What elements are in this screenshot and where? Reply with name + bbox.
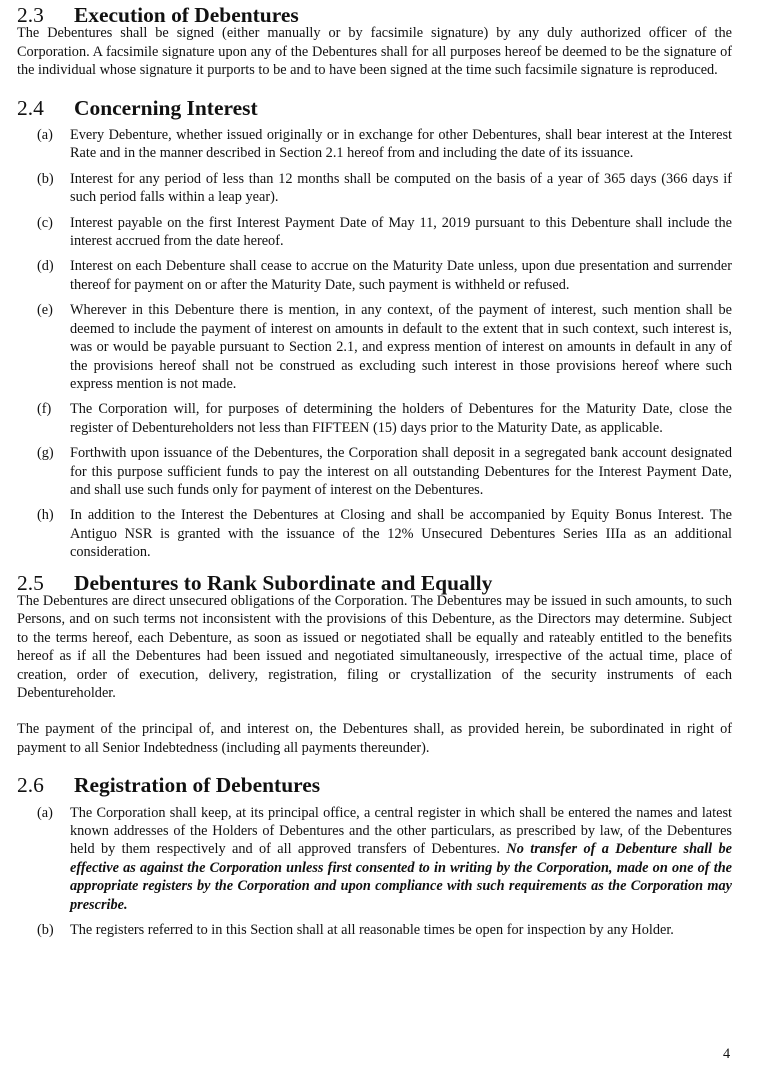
section-2-6 <box>17 773 733 939</box>
section-number: 2.6 <box>17 773 44 798</box>
clause-label: (b) <box>37 170 54 187</box>
clause-item <box>17 921 732 939</box>
clause-item <box>17 301 732 393</box>
document-page <box>17 3 733 946</box>
section-number: 2.5 <box>17 570 44 595</box>
clause-text: Interest for any period of less than 12 months shall be computed on the basis of a year of 365 days (366 days if such period falls within a leap year). <box>70 170 732 206</box>
section-title: Concerning Interest <box>74 95 258 120</box>
section-title: Debentures to Rank Subordinate and Equally <box>74 570 493 595</box>
clause-item <box>17 214 732 251</box>
clause-label: (f) <box>37 401 52 418</box>
clause-list <box>17 804 732 940</box>
section-number: 2.4 <box>17 95 44 120</box>
clause-item <box>17 506 732 561</box>
section-paragraph: The payment of the principal of, and interest on, the Debentures shall, as provided herein, be subordinated in right of payment to all Senior Indebtedness (including all payments thereunder). <box>17 721 732 756</box>
clause-text: Interest on each Debenture shall cease to accrue on the Maturity Date unless, upon due presentation and surrender thereof for payment on or after the Maturity Date, such payment is withheld or refused. <box>70 258 732 293</box>
section-title: Execution of Debentures <box>74 3 299 27</box>
section-title: Registration of Debentures <box>74 773 321 798</box>
clause-label: (a) <box>37 804 53 821</box>
clause-label: (e) <box>37 302 53 319</box>
section-heading <box>17 95 732 120</box>
clause-item <box>17 126 732 163</box>
section-number: 2.3 <box>17 3 44 27</box>
clause-text: The registers referred to in this Section shall at all reasonable times be open for inspection by any Holder. <box>70 922 674 939</box>
clause-text: Wherever in this Debenture there is mention, in any context, of the payment of interest, such mention shall be deemed to include the payment of interest on amounts in default to the extent that in such context, such interest is, was or would be payable pursuant to Section 2.1, and express mention of interest on amounts in default in any of the provisions hereof shall not be construed as excluding such interest in those provisions hereof where such express mention is not made. <box>70 302 732 392</box>
clause-item <box>17 170 732 207</box>
clause-text-plain: The Corporation shall keep, at its principal office, a central register in which shall be entered the names and latest known addresses of the Holders of Debentures and the other particulars, as prescribed by law, of the Debentures held by them respectively and of all approved transfers of Debentures. <box>70 804 732 858</box>
section-heading <box>17 3 732 27</box>
clause-text-emphasis: No transfer of a Debenture shall be effective as against the Corporation unless first consented to in writing by the Corporation, made on one of the appropriate registers by the Corporation and upon compliance with such requirements as the Corporation may prescribe. <box>70 841 733 913</box>
clause-item <box>17 804 732 914</box>
clause-list <box>17 126 732 562</box>
clause-label: (a) <box>37 127 53 144</box>
section-2-4 <box>17 95 732 562</box>
clause-text: In addition to the Interest the Debentures at Closing and shall be accompanied by Equity Bonus Interest. The Antiguo NSR is granted with the issuance of the 12% Unsecured Debentures Series IIIa as an additional consideration. <box>70 507 732 561</box>
clause-text: Every Debenture, whether issued originally or in exchange for other Debentures, shall bear interest at the Interest Rate and in the manner described in Section 2.1 hereof from and including the date of its issuance. <box>70 127 732 162</box>
section-heading <box>17 773 732 798</box>
clause-label: (g) <box>37 445 54 462</box>
clause-text: Forthwith upon issuance of the Debentures, the Corporation shall deposit in a segregated bank account designated for this purpose sufficient funds to pay the interest on all outstanding Debentures for the Interest Payment Date, and shall use such funds only for payment of interest on the Debentures. <box>70 445 732 498</box>
clause-label: (c) <box>37 214 53 231</box>
section-heading <box>17 570 732 595</box>
clause-label: (h) <box>37 507 54 524</box>
clause-item <box>17 257 732 294</box>
page-number: 4 <box>723 1046 731 1062</box>
clause-label: (b) <box>37 922 54 939</box>
section-paragraph: The Debentures shall be signed (either manually or by facsimile signature) by any duly authorized officer of the Corporation. A facsimile signature upon any of the Debentures shall for all purposes hereof be deemed to be the signature of the individual whose signature it purports to be and to have been signed at the time such facsimile signature is reproduced. <box>17 25 732 79</box>
section-2-5 <box>17 570 732 758</box>
clause-item <box>17 444 732 499</box>
clause-text <box>70 804 732 914</box>
section-paragraph: The Debentures are direct unsecured obligations of the Corporation. The Debentures may be issued in such amounts, to such Persons, and on such terms not inconsistent with the provisions of this Debenture, as the Directors may determine. Subject to the terms hereof, each Debenture, as soon as issued or negotiated shall be equally and rateably entitled to the benefits hereof as if all the Debentures had been issued and negotiated simultaneously, irrespective of the actual time, place of creation, order of execution, delivery, registration, filing or crystallization of the security instruments of each Debentureholder. <box>17 592 732 701</box>
section-2-3 <box>17 3 732 80</box>
clause-text: Interest payable on the first Interest Payment Date of May 11, 2019 pursuant to this Debenture shall include the interest accrued from the date hereof. <box>70 214 732 250</box>
clause-label: (d) <box>37 258 54 275</box>
clause-text: The Corporation will, for purposes of determining the holders of Debentures for the Maturity Date, close the register of Debentureholders not less than FIFTEEN (15) days prior to the Maturity Date, as applicable. <box>70 401 732 436</box>
clause-item <box>17 400 732 437</box>
